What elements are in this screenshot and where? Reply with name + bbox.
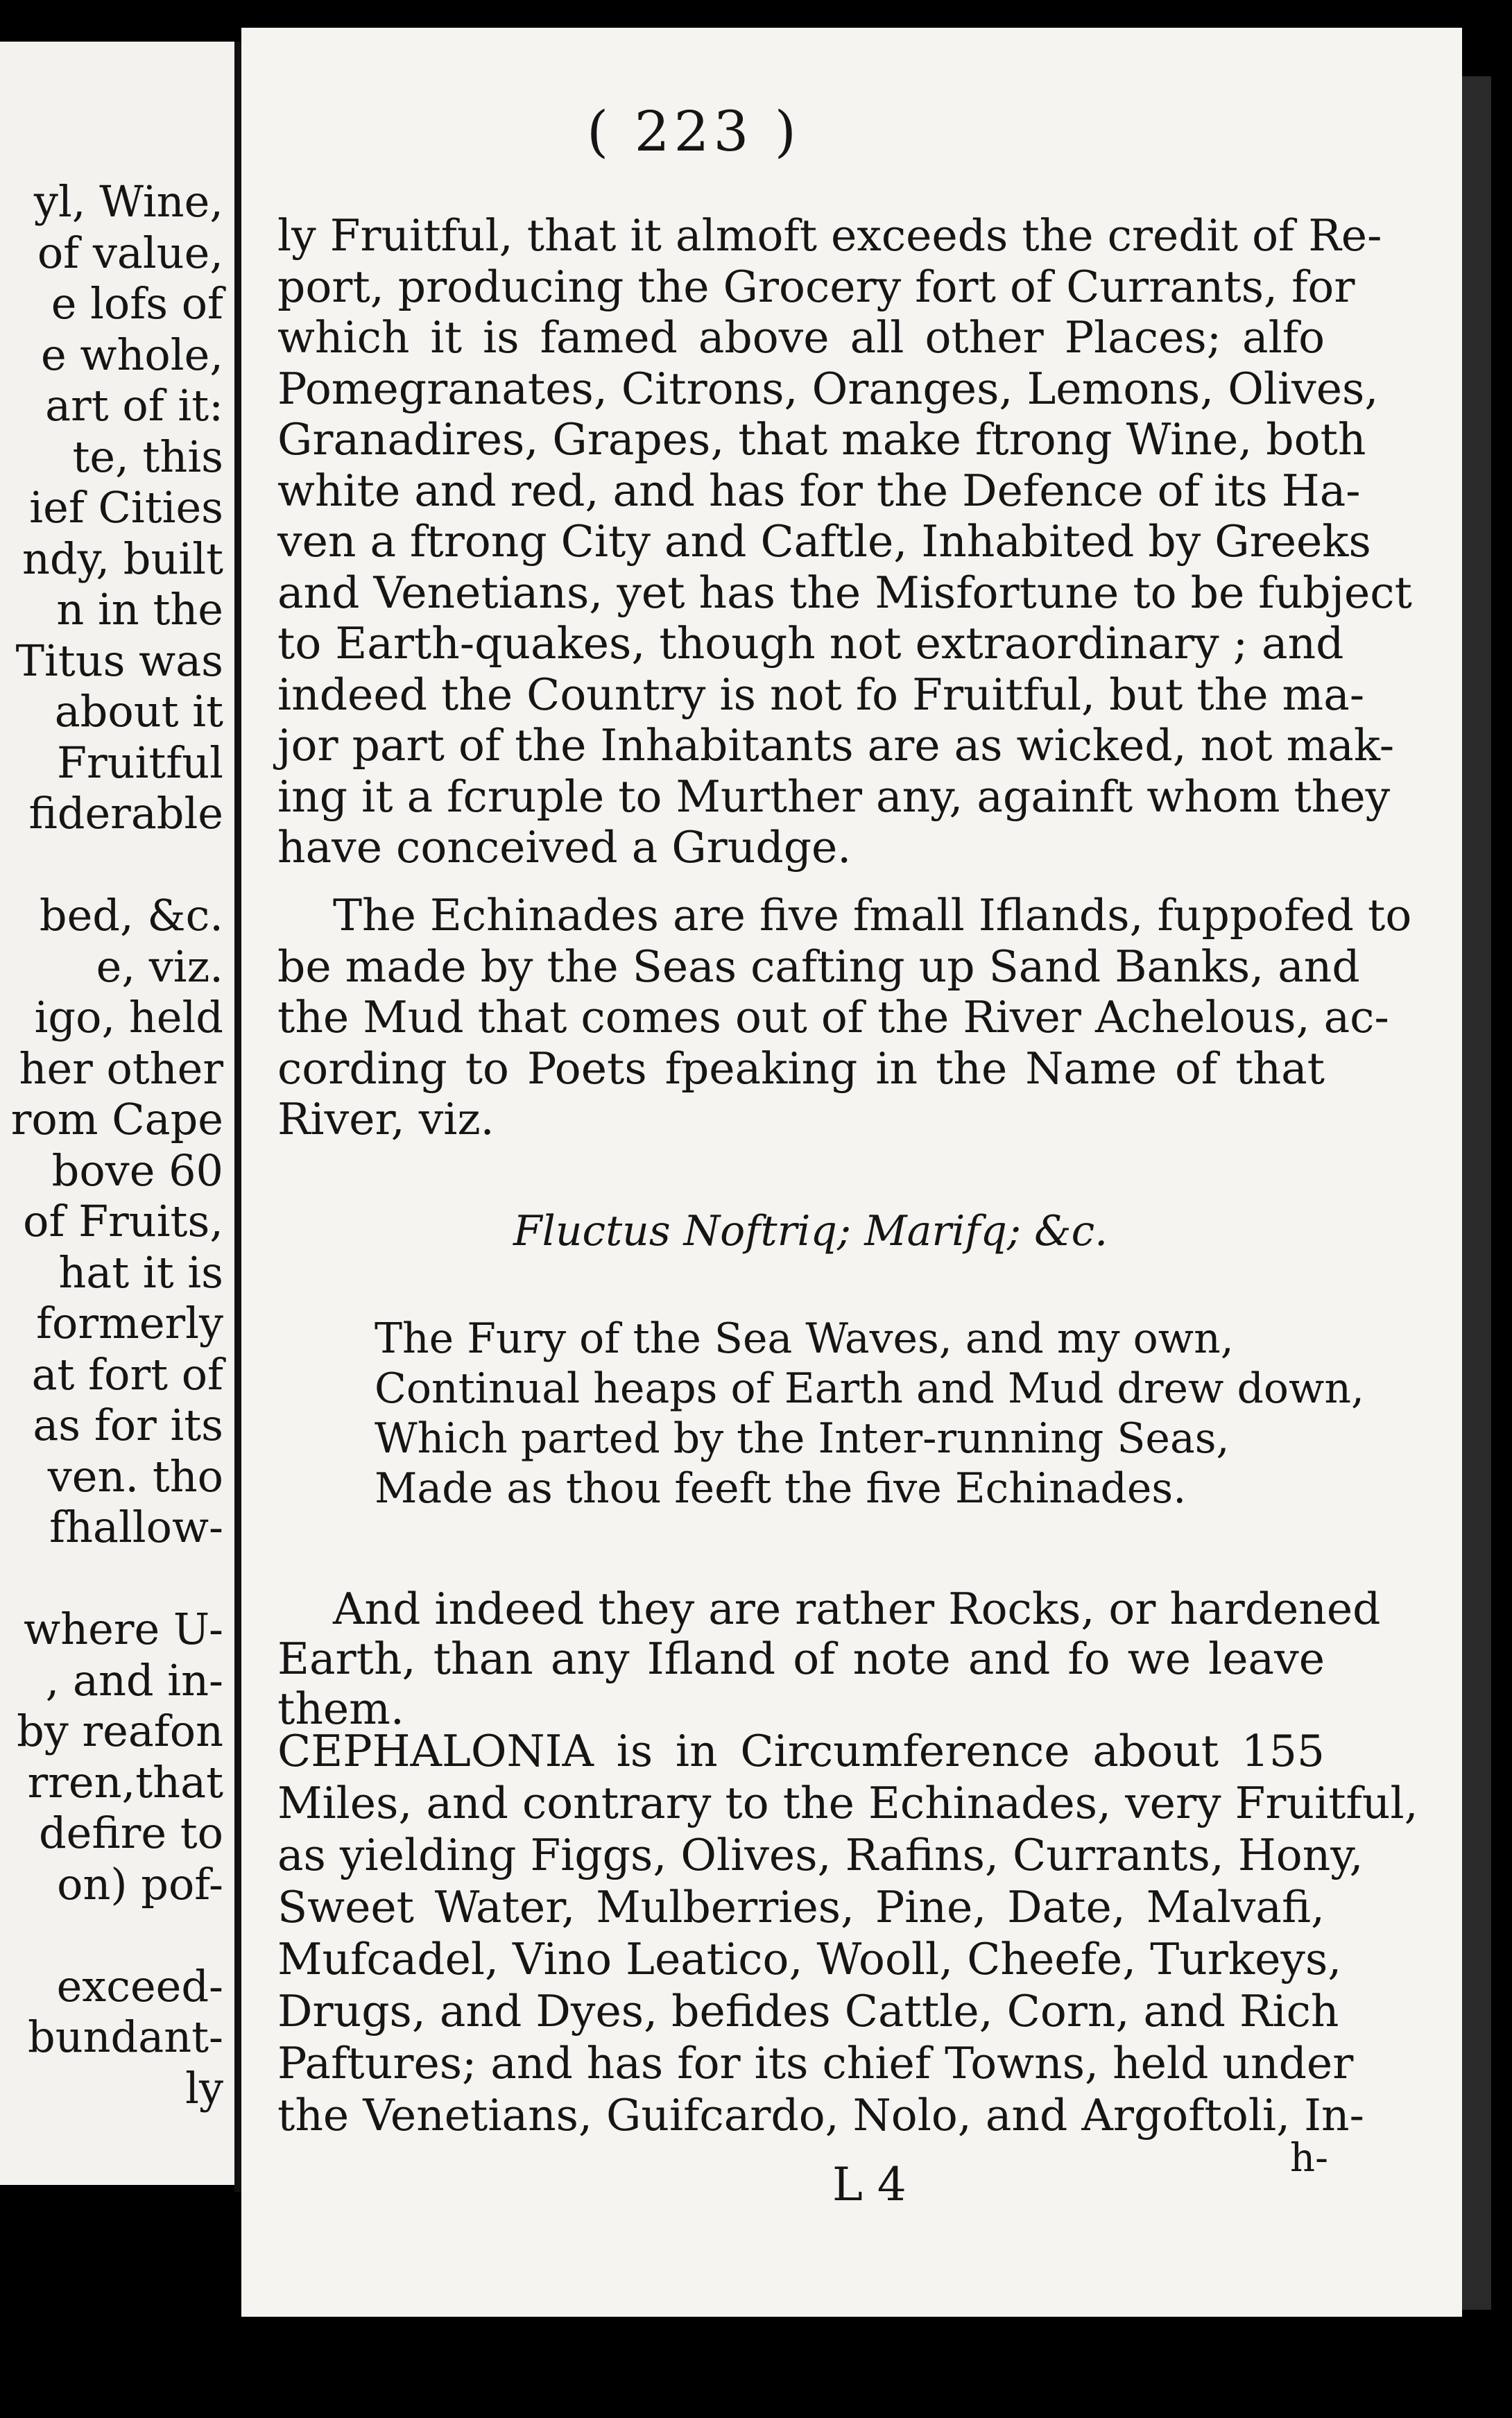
left-page-line: ven. tho bbox=[47, 1450, 223, 1502]
left-page-line: e lofs of bbox=[51, 278, 223, 329]
left-page-line: on) pof- bbox=[57, 1858, 223, 1910]
paragraph1-line: Pomegranates, Citrons, Oranges, Lemons, Olives, bbox=[277, 363, 1379, 414]
left-page-line: ly bbox=[185, 2062, 223, 2113]
paragraph4-line: Paftures; and has for its chief Towns, held under bbox=[277, 2038, 1354, 2089]
verse-line: The Fury of the Sea Waves, and my own, bbox=[375, 1314, 1234, 1363]
paragraph3-line: And indeed they are rather Rocks, or hardened bbox=[333, 1584, 1381, 1634]
left-page-line: , and in- bbox=[45, 1654, 223, 1706]
left-page-line: as for its bbox=[33, 1400, 223, 1450]
paragraph2-line: cording to Poets fpeaking in the Name of that bbox=[277, 1043, 1325, 1094]
paragraph1-line: jor part of the Inhabitants are as wicked, not mak- bbox=[277, 720, 1395, 771]
left-page-line: her other bbox=[19, 1043, 223, 1094]
left-page-line: exceed- bbox=[56, 1960, 223, 2012]
left-page-line: ief Cities bbox=[29, 482, 223, 533]
paragraph4-line: as yielding Figgs, Olives, Rafins, Currants, Hony, bbox=[277, 1830, 1364, 1880]
left-page-line: at fort of bbox=[31, 1348, 223, 1400]
paragraph4-line: Mufcadel, Vino Leatico, Wooll, Cheefe, Turkeys, bbox=[277, 1934, 1342, 1984]
left-page-line: hat it is bbox=[58, 1246, 223, 1298]
left-page-line: art of it: bbox=[45, 380, 223, 431]
paragraph1-line: port, producing the Grocery fort of Currants, for bbox=[277, 261, 1355, 312]
catchword: h- bbox=[1290, 2136, 1328, 2181]
left-page-line: n in the bbox=[56, 584, 223, 635]
paragraph2-line: River, viz. bbox=[277, 1094, 495, 1144]
left-page-line: defire to bbox=[38, 1808, 223, 1858]
latin-quote-heading: Fluctus Noftriq; Marifq; &c. bbox=[513, 1207, 1108, 1255]
left-page-line: bundant- bbox=[28, 2012, 223, 2062]
left-page-line: yl, Wine, bbox=[33, 176, 223, 227]
left-page-line: of value, bbox=[37, 227, 223, 278]
paragraph1-line: Granadires, Grapes, that make ftrong Wine, both bbox=[277, 414, 1366, 465]
paragraph3-line: them. bbox=[277, 1683, 404, 1734]
left-page-line: igo, held bbox=[34, 992, 223, 1043]
page-number: ( 223 ) bbox=[587, 99, 800, 164]
left-page-line: fhallow- bbox=[49, 1502, 223, 1552]
left-page-line: bove 60 bbox=[51, 1144, 223, 1196]
paragraph1-line: ly Fruitful, that it almoft exceeds the credit of Re- bbox=[277, 210, 1382, 261]
left-page-line: fiderable bbox=[28, 788, 223, 839]
paragraph1-line: to Earth-quakes, though not extraordinary ; and bbox=[277, 618, 1344, 669]
left-page-line: Fruitful bbox=[56, 737, 223, 788]
left-page-line: where U- bbox=[24, 1604, 223, 1654]
paragraph2-line: be made by the Seas cafting up Sand Banks, and bbox=[277, 941, 1360, 992]
verse-line: Which parted by the Inter-running Seas, bbox=[375, 1414, 1230, 1463]
paragraph1-line: ven a ftrong City and Caftle, Inhabited by Greeks bbox=[277, 516, 1371, 567]
paragraph1-line: which it is famed above all other Places; alfo bbox=[277, 312, 1325, 363]
verse-line: Made as thou feeft the five Echinades. bbox=[375, 1464, 1187, 1513]
left-page-line: formerly bbox=[36, 1298, 223, 1348]
paragraph1-line: and Venetians, yet has the Misfortune to be fubject bbox=[277, 567, 1412, 618]
paragraph1-line: ing it a fcruple to Murther any, againft whom they bbox=[277, 771, 1391, 822]
left-page-line: rom Cape bbox=[10, 1094, 223, 1144]
paragraph4-line: Sweet Water, Mulberries, Pine, Date, Malvafi, bbox=[277, 1882, 1325, 1932]
paragraph4-line: CEPHALONIA is in Circumference about 155 bbox=[277, 1726, 1325, 1776]
paragraph1-line: white and red, and has for the Defence of its Ha- bbox=[277, 465, 1361, 516]
verse-line: Continual heaps of Earth and Mud drew down, bbox=[375, 1364, 1365, 1413]
left-page-line: by reafon bbox=[17, 1706, 223, 1756]
signature-mark: L 4 bbox=[832, 2158, 907, 2211]
left-page-line: e whole, bbox=[41, 329, 223, 380]
left-page-line: bed, &c. bbox=[39, 890, 223, 941]
left-page-line: about it bbox=[54, 686, 223, 737]
paragraph4-line: Drugs, and Dyes, befides Cattle, Corn, and Rich bbox=[277, 1986, 1339, 2037]
left-page-line: rren,that bbox=[27, 1756, 223, 1808]
left-page-line: Titus was bbox=[15, 635, 223, 686]
paragraph3-line: Earth, than any Ifland of note and fo we leave bbox=[277, 1634, 1325, 1684]
paragraph4-line: the Venetians, Guifcardo, Nolo, and Argoftoli, In- bbox=[277, 2090, 1364, 2141]
paragraph1-line: have conceived a Grudge. bbox=[277, 822, 852, 873]
paragraph2-line: The Echinades are five fmall Iflands, fuppofed to bbox=[333, 890, 1412, 941]
left-page-line: te, this bbox=[72, 431, 223, 482]
left-page bbox=[0, 42, 238, 2185]
left-page-line: e, viz. bbox=[96, 941, 223, 992]
left-page-line: ndy, built bbox=[22, 533, 223, 584]
paragraph2-line: the Mud that comes out of the River Achelous, ac- bbox=[277, 992, 1389, 1043]
paragraph1-line: indeed the Country is not fo Fruitful, but the ma- bbox=[277, 669, 1365, 720]
paragraph4-line: Miles, and contrary to the Echinades, very Fruitful, bbox=[277, 1778, 1418, 1828]
left-page-line: of Fruits, bbox=[23, 1196, 223, 1246]
